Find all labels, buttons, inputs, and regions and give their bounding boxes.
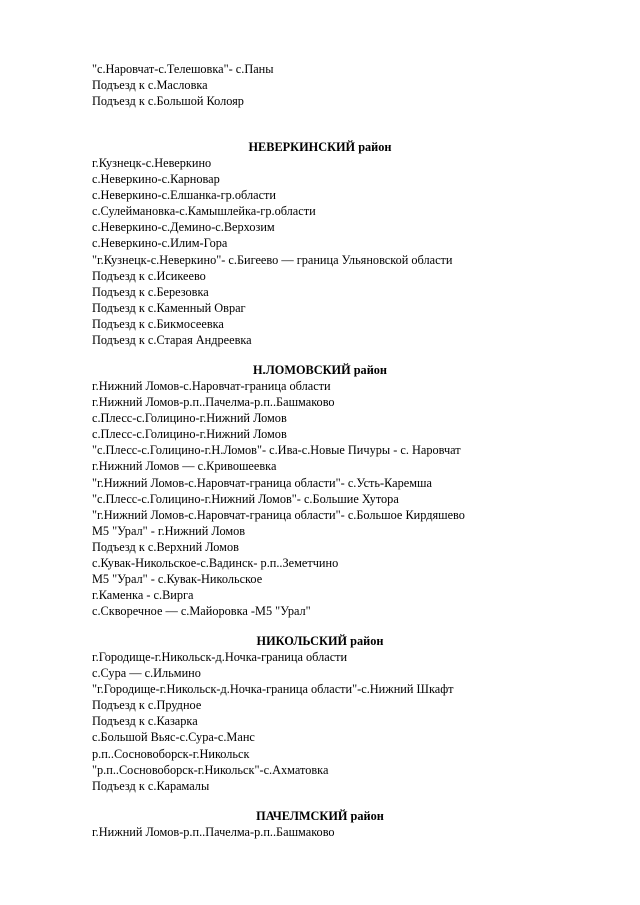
list-item: с.Большой Вьяс-с.Сура-с.Манс	[92, 730, 255, 745]
list-item: Подъезд к с.Старая Андреевка	[92, 333, 252, 348]
list-item: с.Скворечное — с.Майоровка -М5 "Урал"	[92, 604, 311, 619]
list-nlomovsky	[92, 378, 592, 619]
list-item: с.Неверкино-с.Илим-Гора	[92, 236, 228, 251]
list-item: г.Нижний Ломов-р.п..Пачелма-р.п..Башмаково	[92, 825, 335, 839]
list-item: г.Нижний Ломов-с.Наровчат-граница области	[92, 379, 331, 393]
list-item: р.п..Сосновоборск-г.Никольск	[92, 746, 250, 761]
list-item: с.Неверкино-с.Демино-с.Верхозим	[92, 220, 275, 235]
list-item: г.Нижний Ломов-р.п..Пачелма-р.п..Башмаково	[92, 395, 335, 410]
list-item: с.Сулеймановка-с.Камышлейка-гр.области	[92, 204, 316, 219]
list-item: "г.Нижний Ломов-с.Наровчат-граница области"- с.Усть-Каремша	[92, 475, 432, 490]
list-item: с.Сура — с.Ильмино	[92, 666, 201, 681]
list-item: с.Плесс-с.Голицино-г.Нижний Ломов	[92, 411, 287, 426]
list-item: "с.Наровчат-с.Телешовка"- с.Паны	[92, 62, 274, 76]
list-item: М5 "Урал" - с.Кувак-Никольское	[92, 572, 263, 587]
list-item: с.Кувак-Никольское-с.Вадинск- р.п..Земетчино	[92, 556, 339, 571]
list-item: Подъезд к с.Верхний Ломов	[92, 539, 239, 554]
list-nikolsky	[92, 649, 592, 794]
list-item: Подъезд к с.Большой Колояр	[92, 94, 244, 109]
list-item: г.Каменка - с.Вирга	[92, 588, 194, 603]
list-item: с.Плесс-с.Голицино-г.Нижний Ломов	[92, 427, 287, 442]
list-item: "г.Городище-г.Никольск-д.Ночка-граница области"-с.Нижний Шкафт	[92, 682, 454, 697]
list-item: г.Городище-г.Никольск-д.Ночка-граница области	[92, 650, 348, 664]
list-item: Подъезд к с.Казарка	[92, 714, 198, 729]
list-item: Подъезд к с.Каменный Овраг	[92, 300, 246, 315]
list-item: г.Нижний Ломов — с.Кривошеевка	[92, 459, 277, 474]
list-neverkinsky	[92, 155, 592, 348]
list-item: Подъезд к с.Прудное	[92, 698, 202, 713]
list-item: Подъезд к с.Березовка	[92, 284, 209, 299]
section-heading-nikolsky: НИКОЛЬСКИЙ район	[256, 634, 384, 648]
section-heading-pachelmsky: ПАЧЕЛМСКИЙ район	[256, 809, 384, 823]
list-item: Подъезд к с.Масловка	[92, 78, 208, 93]
list-item: г.Кузнецк-с.Неверкино	[92, 156, 212, 170]
list-item: "с.Плесс-с.Голицино-г.Нижний Ломов"- с.Большие Хутора	[92, 491, 399, 506]
list-pachelmsky	[92, 824, 592, 840]
list-item: Подъезд к с.Исикеево	[92, 268, 206, 283]
list-item: Подъезд к с.Бикмосеевка	[92, 316, 224, 331]
list-item: "р.п..Сосновоборск-г.Никольск"-с.Ахматовка	[92, 762, 329, 777]
list-item: М5 "Урал" - г.Нижний Ломов	[92, 523, 246, 538]
list-item: с.Неверкино-с.Елшанка-гр.области	[92, 188, 276, 203]
section-heading-nlomovsky: Н.ЛОМОВСКИЙ район	[252, 363, 388, 377]
list-item: "г.Кузнецк-с.Неверкино"- с.Бигеево — граница Ульяновской области	[92, 252, 453, 267]
list-item: Подъезд к с.Карамалы	[92, 778, 210, 793]
list-top	[92, 61, 592, 109]
list-item: с.Неверкино-с.Карновар	[92, 172, 220, 187]
list-item: "с.Плесс-с.Голицино-г.Н.Ломов"- с.Ива-с.Новые Пичуры - с. Наровчат	[92, 443, 461, 458]
list-item: "г.Нижний Ломов-с.Наровчат-граница области"- с.Большое Кирдяшево	[92, 507, 465, 522]
section-heading-neverkinsky: НЕВЕРКИНСКИЙ район	[248, 140, 392, 154]
